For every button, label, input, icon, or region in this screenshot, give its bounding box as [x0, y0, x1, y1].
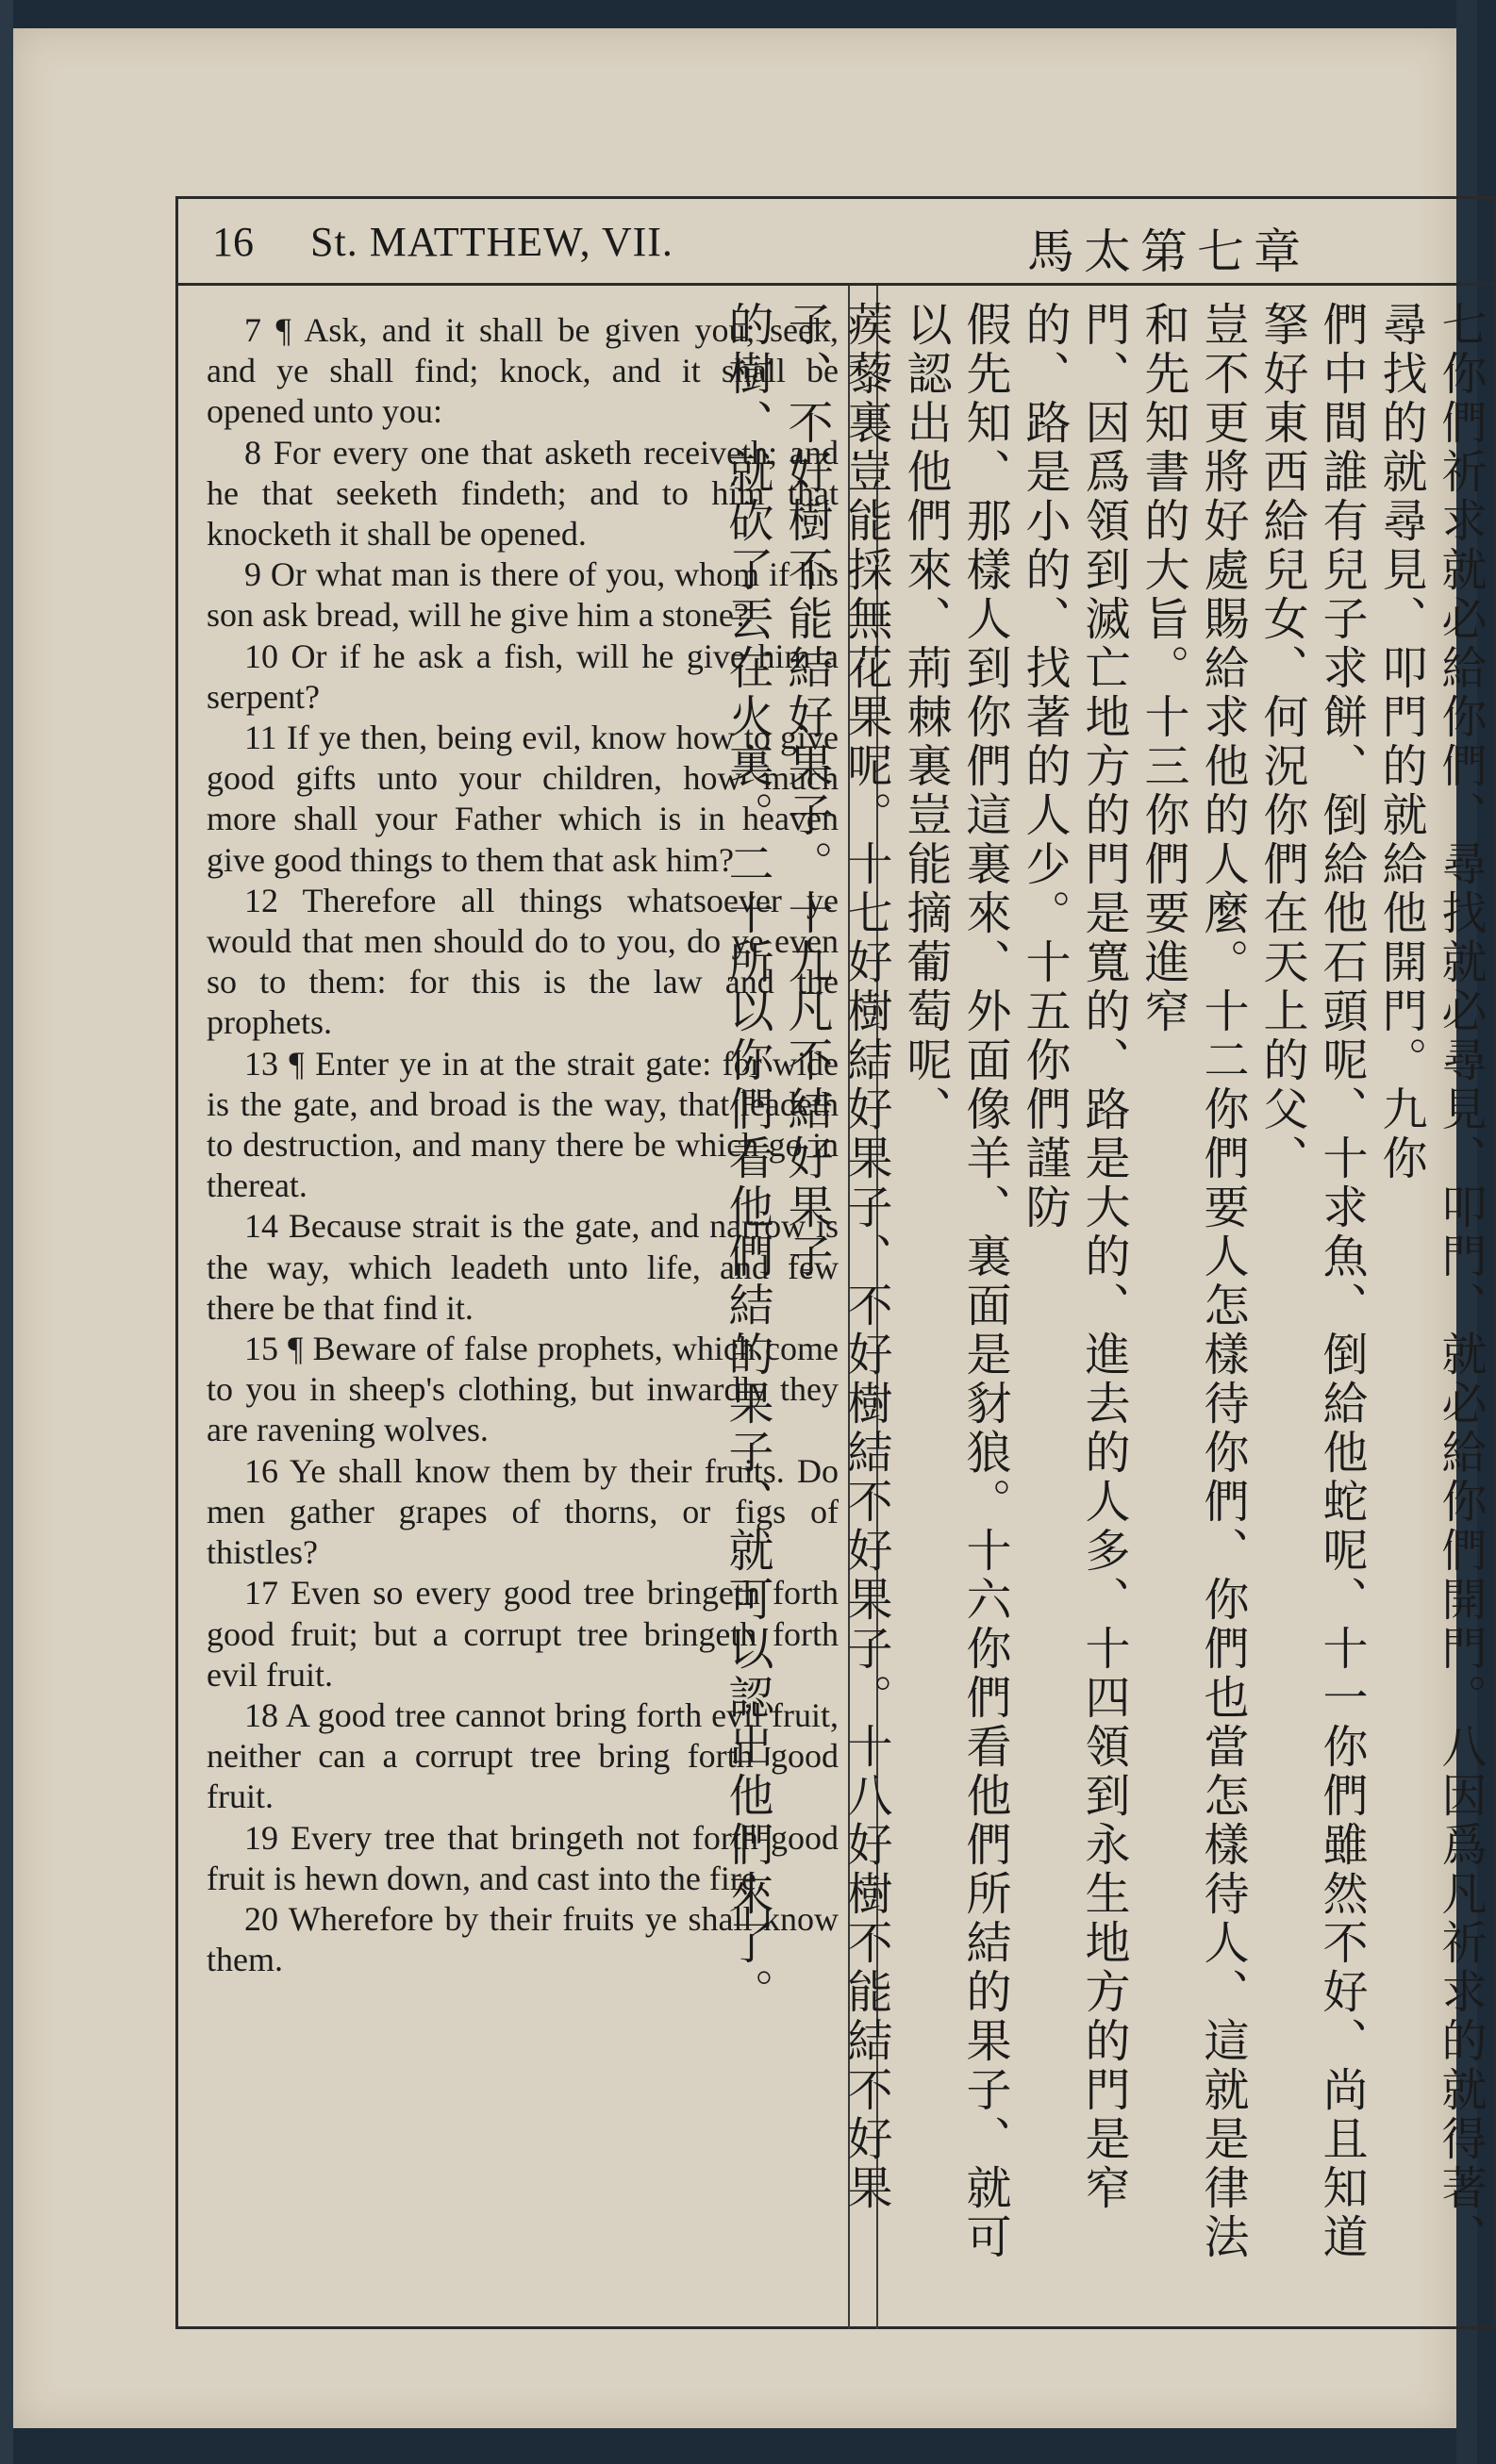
chinese-column — [721, 301, 1489, 2300]
chinese-running-head: 馬太第七章 — [1027, 224, 1310, 279]
page-number: 16 — [212, 219, 254, 265]
chinese-verse-line: 豈不更將好處賜給求他的人麼。十二你們要人怎樣待你們、你們也當怎樣待人、這就是律法和先知書的大旨。十三你們要進窄 — [1137, 301, 1249, 2262]
english-verse: 18 A good tree cannot bring forth evil fruit, neither can a corrupt tree bring forth good fruit. — [207, 1695, 839, 1816]
chinese-verse-line: 的樹、就砍了丟在火裏。二十所以你們看他們結的果子、就可以認出他們來了。 — [721, 301, 773, 2017]
english-verse: 8 For every one that asketh receiveth; and he that seeketh findeth; and to him that knocketh it shall be opened. — [207, 433, 839, 554]
english-verse: 14 Because strait is the gate, and narrow is the way, which leadeth unto life, and few there be that find it. — [207, 1207, 839, 1327]
english-verse: 15 ¶ Beware of false prophets, which come to you in sheep's clothing, but inwardly they are ravening wolves. — [207, 1330, 839, 1449]
english-verse: 12 Therefore all things whatsoever ye would that men should do to you, do ye even so to them: for this is the law and the prophets. — [207, 881, 839, 1042]
chinese-verse-line: 們中間誰有兒子求餅、倒給他石頭呢、十求魚、倒給他蛇呢、十一你們雖然不好、尚且知道拏好東西給兒女、何況你們在天上的父、 — [1255, 301, 1368, 2262]
page-header — [178, 199, 1493, 286]
english-verse: 17 Even so every good tree bringeth forth good fruit; but a corrupt tree bringeth forth evil fruit. — [207, 1574, 839, 1694]
book-binding-left — [0, 0, 13, 2464]
chinese-verse-line: 七你們祈求就必給你們、尋找就必尋見、叩門、就必給你們開門。八因爲凡祈求的就得著、尋找的就尋見、叩門的就給他開門。九你 — [1374, 301, 1487, 2262]
english-verse: 13 ¶ Enter ye in at the strait gate: for wide is the gate, and broad is the way, that leadeth to destruction, and many there be which go in thereat. — [207, 1044, 839, 1205]
english-verse: 20 Wherefore by their fruits ye shall know them. — [207, 1899, 839, 1979]
english-verse: 7 ¶ Ask, and it shall be given you; seek, and ye shall find; knock, and it shall be opened unto you: — [207, 311, 839, 431]
chinese-verse-line: 蒺藜裏豈能採無花果呢。十七好樹結好果子、不好樹結不好果子。十八好樹不能結不好果子、不好樹不能結好果子。十九凡不結好果子 — [780, 301, 892, 2213]
english-verse: 10 Or if he ask a fish, will he give him a serpent? — [207, 637, 839, 716]
english-verse: 19 Every tree that bringeth not forth good fruit is hewn down, and cast into the fire. — [207, 1818, 839, 1897]
book-top-edge — [0, 0, 1477, 28]
running-head: St. MATTHEW, VII. — [310, 219, 673, 265]
chinese-verse-line: 假先知、那樣人到你們這裏來、外面像羊、裏面是豺狼。十六你們看他們所結的果子、就可以認出他們來、荊棘裏豈能摘葡萄呢、 — [899, 301, 1011, 2262]
book-page — [13, 28, 1487, 2428]
english-verse: 9 Or what man is there of you, whom if his son ask bread, will he give him a stone? — [207, 555, 839, 635]
text-frame — [175, 196, 1496, 2329]
english-verse: 11 If ye then, being evil, know how to give good gifts unto your children, how much more shall your Father which is in heaven give good things to them that ask him? — [207, 719, 839, 879]
chinese-verse-line: 門、因爲領到滅亡地方的門是寬的、路是大的、進去的人多、十四領到永生地方的門是窄的、路是小的、找著的人少。十五你們謹防 — [1018, 301, 1130, 2213]
english-verse: 16 Ye shall know them by their fruits. Do men gather grapes of thorns, or figs of thistles? — [207, 1451, 839, 1572]
